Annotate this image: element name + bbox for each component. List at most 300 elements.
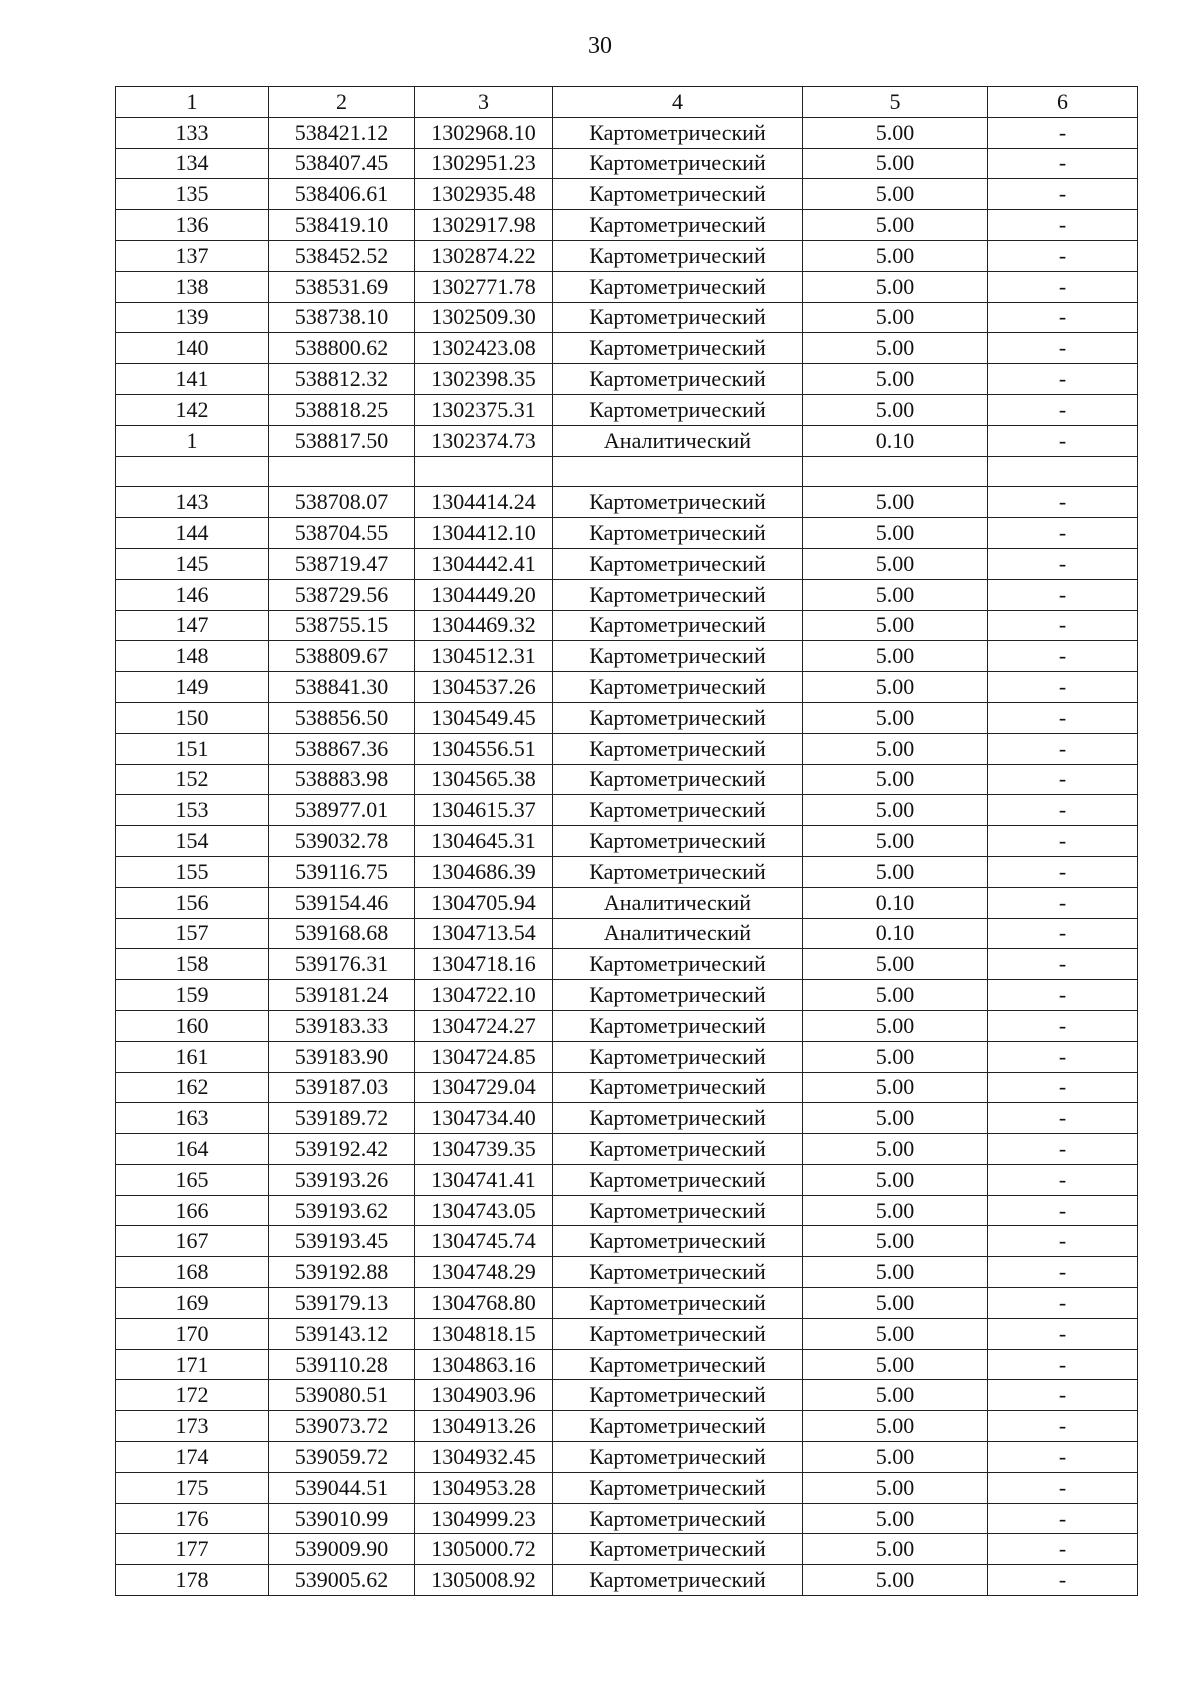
cell-y-coordinate: 1304556.51 (415, 733, 553, 764)
cell-accuracy: 5.00 (803, 1565, 988, 1596)
cell-method: Аналитический (553, 918, 803, 949)
cell-y-coordinate: 1302374.73 (415, 425, 553, 456)
cell-accuracy: 5.00 (803, 856, 988, 887)
cell-point-number: 177 (116, 1534, 269, 1565)
cell-x-coordinate: 538812.32 (269, 364, 415, 395)
cell-x-coordinate: 539176.31 (269, 949, 415, 980)
cell-accuracy: 5.00 (803, 394, 988, 425)
cell-note: - (988, 1472, 1138, 1503)
cell-x-coordinate: 539110.28 (269, 1349, 415, 1380)
cell-x-coordinate: 538708.07 (269, 487, 415, 518)
coordinates-table (115, 86, 1138, 1596)
table-row (116, 302, 1138, 333)
cell-method: Картометрический (553, 364, 803, 395)
cell-y-coordinate: 1305008.92 (415, 1565, 553, 1596)
cell-note: - (988, 1565, 1138, 1596)
cell-y-coordinate: 1304512.31 (415, 641, 553, 672)
cell-method: Картометрический (553, 1442, 803, 1473)
cell-x-coordinate: 539010.99 (269, 1503, 415, 1534)
cell-y-coordinate: 1302375.31 (415, 394, 553, 425)
cell-method: Картометрический (553, 548, 803, 579)
cell-accuracy: 5.00 (803, 1072, 988, 1103)
cell-y-coordinate: 1304645.31 (415, 826, 553, 857)
cell-note: - (988, 1503, 1138, 1534)
cell-x-coordinate: 538755.15 (269, 610, 415, 641)
cell-method: Картометрический (553, 1010, 803, 1041)
cell-x-coordinate: 539080.51 (269, 1380, 415, 1411)
cell-y-coordinate: 1304412.10 (415, 518, 553, 549)
cell-note: - (988, 487, 1138, 518)
table-row (116, 980, 1138, 1011)
cell-accuracy: 5.00 (803, 210, 988, 241)
cell-note: - (988, 548, 1138, 579)
table-row (116, 394, 1138, 425)
cell-accuracy: 5.00 (803, 333, 988, 364)
cell-point-number: 159 (116, 980, 269, 1011)
cell-point-number: 136 (116, 210, 269, 241)
cell-point-number: 143 (116, 487, 269, 518)
table-row (116, 240, 1138, 271)
column-header-5: 5 (803, 87, 988, 118)
cell-point-number: 133 (116, 117, 269, 148)
cell-method: Картометрический (553, 1072, 803, 1103)
cell-y-coordinate: 1305000.72 (415, 1534, 553, 1565)
cell-method: Картометрический (553, 1134, 803, 1165)
cell-method: Картометрический (553, 117, 803, 148)
cell-accuracy: 5.00 (803, 641, 988, 672)
cell-y-coordinate: 1304724.85 (415, 1041, 553, 1072)
cell-point-number: 134 (116, 148, 269, 179)
cell-point-number: 140 (116, 333, 269, 364)
table-row (116, 1442, 1138, 1473)
table-row (116, 1041, 1138, 1072)
cell-accuracy: 5.00 (803, 1010, 988, 1041)
cell-x-coordinate: 539183.90 (269, 1041, 415, 1072)
cell-accuracy: 5.00 (803, 148, 988, 179)
table-row (116, 1288, 1138, 1319)
cell-point-number: 163 (116, 1103, 269, 1134)
table-row (116, 1195, 1138, 1226)
table-row (116, 949, 1138, 980)
cell-point-number: 144 (116, 518, 269, 549)
table-row (116, 887, 1138, 918)
cell-x-coordinate: 539183.33 (269, 1010, 415, 1041)
cell-accuracy: 5.00 (803, 733, 988, 764)
cell-method: Картометрический (553, 641, 803, 672)
cell-method: Аналитический (553, 887, 803, 918)
cell-method: Картометрический (553, 1257, 803, 1288)
cell-note: - (988, 394, 1138, 425)
cell-point-number: 178 (116, 1565, 269, 1596)
cell-accuracy: 5.00 (803, 672, 988, 703)
cell-accuracy: 5.00 (803, 1041, 988, 1072)
cell-accuracy: 5.00 (803, 302, 988, 333)
cell-point-number: 149 (116, 672, 269, 703)
cell-accuracy: 0.10 (803, 425, 988, 456)
cell-method: Картометрический (553, 333, 803, 364)
cell-accuracy (803, 456, 988, 487)
cell-method: Картометрический (553, 271, 803, 302)
cell-x-coordinate: 538738.10 (269, 302, 415, 333)
cell-x-coordinate: 539032.78 (269, 826, 415, 857)
cell-point-number: 158 (116, 949, 269, 980)
cell-note: - (988, 210, 1138, 241)
cell-accuracy: 5.00 (803, 1411, 988, 1442)
table-row (116, 117, 1138, 148)
cell-y-coordinate: 1304953.28 (415, 1472, 553, 1503)
cell-y-coordinate: 1304818.15 (415, 1318, 553, 1349)
cell-x-coordinate: 538818.25 (269, 394, 415, 425)
cell-accuracy: 5.00 (803, 826, 988, 857)
cell-method: Картометрический (553, 1195, 803, 1226)
table-row (116, 364, 1138, 395)
cell-method: Картометрический (553, 1411, 803, 1442)
cell-method: Картометрический (553, 672, 803, 703)
cell-x-coordinate: 539193.45 (269, 1226, 415, 1257)
cell-point-number: 173 (116, 1411, 269, 1442)
cell-x-coordinate: 539192.42 (269, 1134, 415, 1165)
cell-method: Картометрический (553, 1380, 803, 1411)
cell-point-number: 157 (116, 918, 269, 949)
cell-method: Картометрический (553, 795, 803, 826)
cell-y-coordinate: 1304741.41 (415, 1164, 553, 1195)
table-row (116, 826, 1138, 857)
cell-x-coordinate: 539005.62 (269, 1565, 415, 1596)
cell-y-coordinate: 1304713.54 (415, 918, 553, 949)
cell-note: - (988, 672, 1138, 703)
cell-accuracy: 5.00 (803, 364, 988, 395)
cell-note: - (988, 1010, 1138, 1041)
cell-accuracy: 5.00 (803, 1257, 988, 1288)
cell-x-coordinate: 538809.67 (269, 641, 415, 672)
cell-y-coordinate: 1304932.45 (415, 1442, 553, 1473)
table-row (116, 764, 1138, 795)
cell-accuracy: 5.00 (803, 702, 988, 733)
cell-y-coordinate: 1304729.04 (415, 1072, 553, 1103)
cell-point-number: 169 (116, 1288, 269, 1319)
cell-accuracy: 5.00 (803, 518, 988, 549)
cell-y-coordinate: 1304615.37 (415, 795, 553, 826)
page-number: 30 (588, 33, 612, 59)
column-header-1: 1 (116, 87, 269, 118)
cell-accuracy: 5.00 (803, 548, 988, 579)
cell-method: Картометрический (553, 148, 803, 179)
cell-y-coordinate: 1302968.10 (415, 117, 553, 148)
table-row (116, 610, 1138, 641)
cell-method: Картометрический (553, 240, 803, 271)
cell-point-number: 135 (116, 179, 269, 210)
cell-method: Картометрический (553, 1534, 803, 1565)
cell-x-coordinate: 538407.45 (269, 148, 415, 179)
table-row (116, 672, 1138, 703)
cell-method: Картометрический (553, 1349, 803, 1380)
cell-accuracy: 5.00 (803, 240, 988, 271)
cell-accuracy: 5.00 (803, 1226, 988, 1257)
cell-method: Картометрический (553, 210, 803, 241)
cell-point-number: 154 (116, 826, 269, 857)
cell-note: - (988, 117, 1138, 148)
cell-x-coordinate: 539009.90 (269, 1534, 415, 1565)
cell-note: - (988, 518, 1138, 549)
cell-y-coordinate (415, 456, 553, 487)
cell-method: Картометрический (553, 1318, 803, 1349)
table-row (116, 1349, 1138, 1380)
cell-x-coordinate: 539193.26 (269, 1164, 415, 1195)
cell-y-coordinate: 1304722.10 (415, 980, 553, 1011)
cell-x-coordinate: 539059.72 (269, 1442, 415, 1473)
table-row (116, 1318, 1138, 1349)
cell-method: Картометрический (553, 1503, 803, 1534)
cell-note (988, 456, 1138, 487)
cell-note: - (988, 764, 1138, 795)
cell-point-number: 141 (116, 364, 269, 395)
cell-y-coordinate: 1304565.38 (415, 764, 553, 795)
cell-point-number: 147 (116, 610, 269, 641)
cell-method: Картометрический (553, 1041, 803, 1072)
cell-point-number: 171 (116, 1349, 269, 1380)
cell-accuracy: 5.00 (803, 1380, 988, 1411)
cell-point-number (116, 456, 269, 487)
cell-note: - (988, 1442, 1138, 1473)
cell-y-coordinate: 1304999.23 (415, 1503, 553, 1534)
table-row (116, 1164, 1138, 1195)
cell-note: - (988, 302, 1138, 333)
cell-point-number: 156 (116, 887, 269, 918)
cell-y-coordinate: 1304743.05 (415, 1195, 553, 1226)
cell-method: Аналитический (553, 425, 803, 456)
cell-note: - (988, 1226, 1138, 1257)
cell-point-number: 172 (116, 1380, 269, 1411)
cell-note: - (988, 1195, 1138, 1226)
cell-x-coordinate: 539044.51 (269, 1472, 415, 1503)
cell-accuracy: 5.00 (803, 949, 988, 980)
cell-method: Картометрический (553, 1472, 803, 1503)
cell-method: Картометрический (553, 733, 803, 764)
table-row (116, 702, 1138, 733)
cell-accuracy: 5.00 (803, 1318, 988, 1349)
cell-point-number: 162 (116, 1072, 269, 1103)
cell-x-coordinate: 538856.50 (269, 702, 415, 733)
cell-accuracy: 5.00 (803, 271, 988, 302)
cell-method: Картометрический (553, 1226, 803, 1257)
cell-point-number: 151 (116, 733, 269, 764)
table-row (116, 518, 1138, 549)
column-header-6: 6 (988, 87, 1138, 118)
cell-point-number: 166 (116, 1195, 269, 1226)
table-row (116, 179, 1138, 210)
table-row (116, 1103, 1138, 1134)
cell-y-coordinate: 1304718.16 (415, 949, 553, 980)
table-row (116, 333, 1138, 364)
cell-note: - (988, 240, 1138, 271)
cell-method: Картометрический (553, 949, 803, 980)
cell-y-coordinate: 1304724.27 (415, 1010, 553, 1041)
cell-method: Картометрический (553, 856, 803, 887)
cell-method: Картометрический (553, 179, 803, 210)
cell-x-coordinate (269, 456, 415, 487)
cell-y-coordinate: 1304537.26 (415, 672, 553, 703)
table-row (116, 795, 1138, 826)
cell-note: - (988, 1318, 1138, 1349)
table-row (116, 271, 1138, 302)
cell-point-number: 1 (116, 425, 269, 456)
table-row (116, 1380, 1138, 1411)
cell-y-coordinate: 1304442.41 (415, 548, 553, 579)
cell-method: Картометрический (553, 764, 803, 795)
cell-x-coordinate: 538817.50 (269, 425, 415, 456)
cell-y-coordinate: 1302423.08 (415, 333, 553, 364)
cell-x-coordinate: 539154.46 (269, 887, 415, 918)
cell-point-number: 138 (116, 271, 269, 302)
cell-note: - (988, 702, 1138, 733)
cell-accuracy: 5.00 (803, 764, 988, 795)
cell-method: Картометрический (553, 702, 803, 733)
cell-method: Картометрический (553, 610, 803, 641)
table-row (116, 1010, 1138, 1041)
cell-x-coordinate: 539193.62 (269, 1195, 415, 1226)
cell-x-coordinate: 539181.24 (269, 980, 415, 1011)
column-header-2: 2 (269, 87, 415, 118)
table-row (116, 1072, 1138, 1103)
cell-note: - (988, 1288, 1138, 1319)
cell-y-coordinate: 1304768.80 (415, 1288, 553, 1319)
cell-point-number: 168 (116, 1257, 269, 1288)
cell-y-coordinate: 1302951.23 (415, 148, 553, 179)
table-row (116, 1226, 1138, 1257)
cell-y-coordinate: 1304903.96 (415, 1380, 553, 1411)
table-row (116, 1411, 1138, 1442)
cell-point-number: 146 (116, 579, 269, 610)
cell-note: - (988, 641, 1138, 672)
cell-point-number: 150 (116, 702, 269, 733)
cell-point-number: 139 (116, 302, 269, 333)
table-row (116, 1134, 1138, 1165)
cell-note: - (988, 795, 1138, 826)
cell-y-coordinate: 1304469.32 (415, 610, 553, 641)
cell-point-number: 160 (116, 1010, 269, 1041)
cell-note: - (988, 918, 1138, 949)
cell-point-number: 167 (116, 1226, 269, 1257)
cell-note: - (988, 1257, 1138, 1288)
cell-method: Картометрический (553, 487, 803, 518)
cell-method: Картометрический (553, 302, 803, 333)
cell-y-coordinate: 1304449.20 (415, 579, 553, 610)
cell-point-number: 148 (116, 641, 269, 672)
cell-accuracy: 5.00 (803, 980, 988, 1011)
table-row (116, 1503, 1138, 1534)
cell-note: - (988, 148, 1138, 179)
cell-x-coordinate: 538421.12 (269, 117, 415, 148)
table-row (116, 487, 1138, 518)
cell-note: - (988, 1134, 1138, 1165)
table-row (116, 148, 1138, 179)
cell-note: - (988, 610, 1138, 641)
cell-note: - (988, 1041, 1138, 1072)
cell-x-coordinate: 538977.01 (269, 795, 415, 826)
cell-y-coordinate: 1304913.26 (415, 1411, 553, 1442)
cell-accuracy: 5.00 (803, 1134, 988, 1165)
cell-y-coordinate: 1302509.30 (415, 302, 553, 333)
cell-point-number: 142 (116, 394, 269, 425)
cell-accuracy: 0.10 (803, 887, 988, 918)
cell-point-number: 165 (116, 1164, 269, 1195)
cell-y-coordinate: 1304734.40 (415, 1103, 553, 1134)
cell-point-number: 137 (116, 240, 269, 271)
cell-method: Картометрический (553, 579, 803, 610)
cell-note: - (988, 1103, 1138, 1134)
cell-note: - (988, 364, 1138, 395)
table-row (116, 1472, 1138, 1503)
cell-method: Картометрический (553, 826, 803, 857)
cell-x-coordinate: 539116.75 (269, 856, 415, 887)
table-row (116, 579, 1138, 610)
cell-accuracy: 0.10 (803, 918, 988, 949)
cell-accuracy: 5.00 (803, 579, 988, 610)
cell-y-coordinate: 1304705.94 (415, 887, 553, 918)
cell-method: Картометрический (553, 1565, 803, 1596)
cell-note: - (988, 1349, 1138, 1380)
cell-point-number: 170 (116, 1318, 269, 1349)
cell-x-coordinate: 538452.52 (269, 240, 415, 271)
cell-note: - (988, 1072, 1138, 1103)
cell-note: - (988, 579, 1138, 610)
cell-x-coordinate: 538841.30 (269, 672, 415, 703)
cell-note: - (988, 980, 1138, 1011)
cell-y-coordinate: 1302935.48 (415, 179, 553, 210)
table-row (116, 1534, 1138, 1565)
cell-y-coordinate: 1304748.29 (415, 1257, 553, 1288)
cell-note: - (988, 333, 1138, 364)
cell-x-coordinate: 539187.03 (269, 1072, 415, 1103)
table-row (116, 918, 1138, 949)
cell-x-coordinate: 539143.12 (269, 1318, 415, 1349)
table-row (116, 548, 1138, 579)
table-row (116, 1257, 1138, 1288)
cell-accuracy: 5.00 (803, 1195, 988, 1226)
cell-x-coordinate: 538867.36 (269, 733, 415, 764)
cell-x-coordinate: 538704.55 (269, 518, 415, 549)
cell-note: - (988, 826, 1138, 857)
cell-point-number: 175 (116, 1472, 269, 1503)
cell-accuracy: 5.00 (803, 1103, 988, 1134)
cell-accuracy: 5.00 (803, 610, 988, 641)
cell-x-coordinate: 538729.56 (269, 579, 415, 610)
cell-x-coordinate: 538883.98 (269, 764, 415, 795)
cell-note: - (988, 1534, 1138, 1565)
cell-y-coordinate: 1304414.24 (415, 487, 553, 518)
cell-note: - (988, 425, 1138, 456)
cell-method: Картометрический (553, 394, 803, 425)
cell-y-coordinate: 1304863.16 (415, 1349, 553, 1380)
cell-point-number: 164 (116, 1134, 269, 1165)
cell-note: - (988, 856, 1138, 887)
cell-note: - (988, 1411, 1138, 1442)
cell-accuracy: 5.00 (803, 1503, 988, 1534)
cell-accuracy: 5.00 (803, 179, 988, 210)
table-row (116, 641, 1138, 672)
cell-accuracy: 5.00 (803, 1164, 988, 1195)
table-row (116, 210, 1138, 241)
cell-accuracy: 5.00 (803, 1288, 988, 1319)
cell-accuracy: 5.00 (803, 1442, 988, 1473)
cell-note: - (988, 887, 1138, 918)
cell-x-coordinate: 538531.69 (269, 271, 415, 302)
cell-y-coordinate: 1304686.39 (415, 856, 553, 887)
cell-x-coordinate: 538800.62 (269, 333, 415, 364)
cell-point-number: 145 (116, 548, 269, 579)
column-header-3: 3 (415, 87, 553, 118)
cell-note: - (988, 271, 1138, 302)
